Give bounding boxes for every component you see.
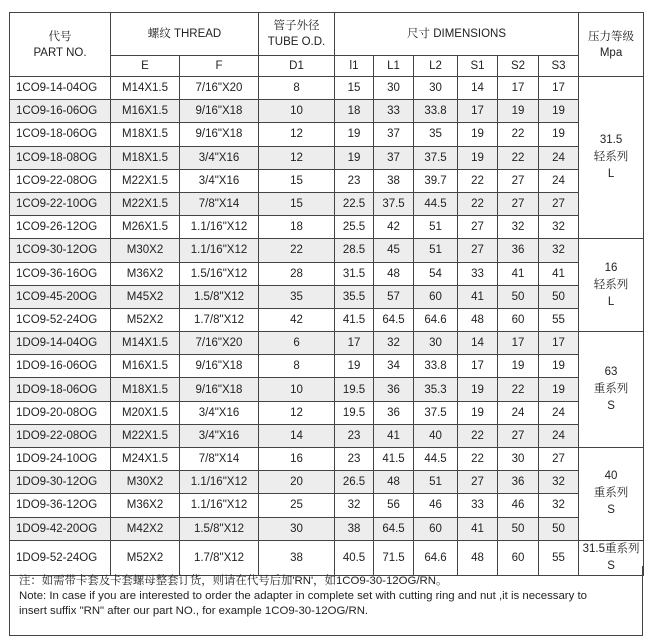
tube-od-cell: 20 [259,471,335,494]
dim-l2-cell: 60 [414,285,458,308]
dim-l1-cell: 56 [374,494,414,517]
note-en-line1: Note: In case if you are interested to order the adapter in complete set with cutting ring and nut ,it is necessary to [19,590,587,602]
tube-od-cell: 18 [259,216,335,239]
part-no-cell: 1CO9-52-24OG [10,308,111,331]
thread-f-cell: 3/4"X16 [180,424,259,447]
thread-e-cell: M52X2 [111,308,180,331]
pressure-code: S [607,400,615,413]
subheader-e: E [111,56,180,77]
pressure-group-cell [579,448,644,541]
thread-e-cell: M36X2 [111,262,180,285]
tube-od-cell: 10 [259,100,335,123]
thread-f-cell: 9/16"X18 [180,123,259,146]
tube-od-cell: 15 [259,192,335,215]
dim-s3-cell: 24 [539,169,579,192]
note-cn: 注：如需带卡套及卡套螺母整套订货，则请在代号后加'RN'，如1CO9-30-12OG/RN。 [19,575,448,587]
table-row [10,355,644,378]
pressure-series: 重系列 [593,383,629,396]
thread-e-cell: M14X1.5 [111,332,180,355]
dim-s1-cell: 14 [458,77,498,100]
pressure-series: 重系列 [593,487,629,500]
dim-s2-cell: 19 [498,100,539,123]
dim-l1-cell: 34 [374,355,414,378]
dim-l1-cell: 32 [374,332,414,355]
part-no-cell: 1DO9-42-20OG [10,517,111,540]
dim-s3-cell: 50 [539,517,579,540]
part-no-cell: 1DO9-14-04OG [10,332,111,355]
dim-l1-small-cell: 19.5 [335,378,374,401]
pressure-group-cell [579,77,644,239]
dim-s3-cell: 55 [539,540,579,575]
dim-s2-cell: 27 [498,424,539,447]
thread-e-cell: M26X1.5 [111,216,180,239]
dim-l2-cell: 44.5 [414,192,458,215]
dim-l1-small-cell: 18 [335,100,374,123]
dim-l1-small-cell: 38 [335,517,374,540]
tube-od-cell: 28 [259,262,335,285]
dim-s1-cell: 48 [458,540,498,575]
dim-l1-cell: 45 [374,239,414,262]
thread-e-cell: M16X1.5 [111,100,180,123]
dim-l2-cell: 64.6 [414,540,458,575]
thread-f-cell: 7/16"X20 [180,332,259,355]
dim-s2-cell: 22 [498,123,539,146]
dim-l1-cell: 41 [374,424,414,447]
thread-e-cell: M30X2 [111,239,180,262]
table-row [10,100,644,123]
dim-l1-cell: 71.5 [374,540,414,575]
pressure-group-cell [579,332,644,448]
dim-l1-cell: 64.5 [374,517,414,540]
part-no-cell: 1DO9-24-10OG [10,448,111,471]
dim-l1-small-cell: 41.5 [335,308,374,331]
dim-l2-cell: 37.5 [414,146,458,169]
spec-table [9,12,644,576]
thread-e-cell: M14X1.5 [111,77,180,100]
dim-s3-cell: 27 [539,192,579,215]
dim-s2-cell: 50 [498,517,539,540]
table-row [10,239,644,262]
pressure-code: L [607,295,615,308]
dim-s3-cell: 24 [539,146,579,169]
dim-s3-cell: 19 [539,355,579,378]
pressure-value: 63 [604,366,618,379]
pressure-code: L [607,168,615,181]
dim-l2-cell: 33.8 [414,355,458,378]
pressure-value: 31.5 [599,134,623,147]
spec-table-container [9,12,643,576]
thread-f-cell: 1.5/8"X12 [180,517,259,540]
thread-e-cell: M42X2 [111,517,180,540]
dim-s3-cell: 24 [539,424,579,447]
dim-s3-cell: 32 [539,471,579,494]
tube-od-cell: 16 [259,448,335,471]
dim-s1-cell: 41 [458,285,498,308]
dim-l1-cell: 57 [374,285,414,308]
pressure-header [579,13,644,77]
tube-od-cell: 30 [259,517,335,540]
dim-s2-cell: 60 [498,540,539,575]
dim-s1-cell: 27 [458,471,498,494]
table-body [10,77,644,576]
thread-e-cell: M22X1.5 [111,424,180,447]
tube-od-cell: 12 [259,146,335,169]
table-row [10,146,644,169]
thread-f-cell: 1.5/8"X12 [180,285,259,308]
dim-l1-small-cell: 40.5 [335,540,374,575]
dim-s1-cell: 22 [458,424,498,447]
thread-e-cell: M30X2 [111,471,180,494]
dim-l1-cell: 41.5 [374,448,414,471]
dim-s3-cell: 32 [539,216,579,239]
dim-s3-cell: 19 [539,378,579,401]
dim-l2-cell: 54 [414,262,458,285]
thread-f-cell: 3/4"X16 [180,169,259,192]
part-no-cell: 1CO9-22-08OG [10,169,111,192]
tube-od-cell: 6 [259,332,335,355]
dim-s1-cell: 19 [458,146,498,169]
table-row [10,285,644,308]
dim-s2-cell: 41 [498,262,539,285]
thread-f-cell: 7/16"X20 [180,77,259,100]
tube-od-cell: 25 [259,494,335,517]
thread-f-cell: 1.1/16"X12 [180,239,259,262]
tube-od-cell: 15 [259,169,335,192]
dim-s1-cell: 33 [458,494,498,517]
dim-s2-cell: 27 [498,192,539,215]
dim-s1-cell: 19 [458,123,498,146]
dim-l1-cell: 36 [374,378,414,401]
dim-l1-small-cell: 23 [335,448,374,471]
dim-l2-cell: 51 [414,471,458,494]
dim-s2-cell: 27 [498,169,539,192]
dim-s2-cell: 60 [498,308,539,331]
dim-l1-cell: 64.5 [374,308,414,331]
dim-l2-cell: 37.5 [414,401,458,424]
dim-l1-small-cell: 23 [335,169,374,192]
dim-s2-cell: 36 [498,239,539,262]
thread-f-cell: 1.5/16"X12 [180,262,259,285]
dim-s2-cell: 19 [498,355,539,378]
part-no-cell: 1DO9-30-12OG [10,471,111,494]
table-row [10,169,644,192]
thread-f-cell: 1.1/16"X12 [180,494,259,517]
part-no-cell: 1DO9-36-12OG [10,494,111,517]
tube-od-cell: 8 [259,355,335,378]
part-no-cell: 1DO9-16-06OG [10,355,111,378]
table-row [10,517,644,540]
dim-l1-cell: 36 [374,401,414,424]
dim-l1-small-cell: 23 [335,424,374,447]
dim-s2-cell: 17 [498,77,539,100]
part-no-cell: 1CO9-26-12OG [10,216,111,239]
dim-l2-cell: 39.7 [414,169,458,192]
thread-e-cell: M18X1.5 [111,123,180,146]
thread-header: 螺纹 THREAD [111,13,259,56]
part-no-header-cn: 代号 [48,30,72,43]
thread-e-cell: M52X2 [111,540,180,575]
dim-s3-cell: 32 [539,494,579,517]
dim-l1-cell: 38 [374,169,414,192]
part-no-cell: 1DO9-20-08OG [10,401,111,424]
pressure-header-cn: 压力等级 [588,30,635,43]
subheader-d1: D1 [259,56,335,77]
dim-l1-cell: 37 [374,123,414,146]
dim-s1-cell: 41 [458,517,498,540]
table-row [10,308,644,331]
subheader-s2: S2 [498,56,539,77]
dim-l2-cell: 30 [414,332,458,355]
dim-s1-cell: 17 [458,100,498,123]
table-row [10,192,644,215]
tube-od-cell: 12 [259,401,335,424]
dim-l2-cell: 35.3 [414,378,458,401]
subheader-s3: S3 [539,56,579,77]
pressure-series: 轻系列 [593,151,629,164]
dim-s3-cell: 17 [539,77,579,100]
dim-s2-cell: 30 [498,448,539,471]
dim-l1-cell: 30 [374,77,414,100]
table-row [10,471,644,494]
dim-l1-small-cell: 35.5 [335,285,374,308]
tube-od-cell: 38 [259,540,335,575]
pressure-group-cell [579,239,644,332]
pressure-label: 31.5重系列S [582,542,640,572]
dim-l1-small-cell: 19 [335,146,374,169]
tube-od-header-en: TUBE O.D. [267,36,326,48]
dim-s3-cell: 27 [539,448,579,471]
dim-l1-small-cell: 25.5 [335,216,374,239]
dim-l2-cell: 30 [414,77,458,100]
dim-l2-cell: 51 [414,216,458,239]
dim-s3-cell: 19 [539,123,579,146]
tube-od-cell: 8 [259,77,335,100]
thread-f-cell: 7/8"X14 [180,192,259,215]
table-row [10,424,644,447]
dim-l1-small-cell: 26.5 [335,471,374,494]
dim-s2-cell: 17 [498,332,539,355]
header-row [10,13,644,56]
subheader-l2: L2 [414,56,458,77]
dim-l1-small-cell: 15 [335,77,374,100]
note-en-line2: insert suffix "RN" after our part NO., for example 1CO9-30-12OG/RN. [19,605,369,617]
subheader-l1: L1 [374,56,414,77]
dim-l2-cell: 60 [414,517,458,540]
dim-l1-small-cell: 32 [335,494,374,517]
thread-f-cell: 1.1/16"X12 [180,216,259,239]
thread-e-cell: M20X1.5 [111,401,180,424]
dim-l1-cell: 37.5 [374,192,414,215]
dimensions-header: 尺寸 DIMENSIONS [335,13,579,56]
dim-s2-cell: 22 [498,378,539,401]
pressure-value: 40 [604,470,618,483]
tube-od-cell: 42 [259,308,335,331]
thread-f-cell: 9/16"X18 [180,355,259,378]
part-no-cell: 1CO9-18-06OG [10,123,111,146]
dim-l2-cell: 33.8 [414,100,458,123]
part-no-cell: 1CO9-16-06OG [10,100,111,123]
dim-s3-cell: 24 [539,401,579,424]
thread-f-cell: 1.7/8"X12 [180,308,259,331]
dim-s1-cell: 22 [458,169,498,192]
part-no-cell: 1CO9-22-10OG [10,192,111,215]
dim-s1-cell: 27 [458,216,498,239]
dim-s2-cell: 32 [498,216,539,239]
dim-s3-cell: 50 [539,285,579,308]
table-row [10,494,644,517]
dim-l2-cell: 35 [414,123,458,146]
part-no-header [10,13,111,77]
thread-e-cell: M18X1.5 [111,146,180,169]
subheader-l1-small: l1 [335,56,374,77]
dim-l2-cell: 46 [414,494,458,517]
thread-e-cell: M45X2 [111,285,180,308]
dim-s1-cell: 19 [458,378,498,401]
dim-l1-small-cell: 19 [335,123,374,146]
pressure-header-unit: Mpa [599,46,623,59]
thread-f-cell: 1.1/16"X12 [180,471,259,494]
dim-l1-small-cell: 19.5 [335,401,374,424]
dim-s1-cell: 48 [458,308,498,331]
dim-s1-cell: 33 [458,262,498,285]
dim-l1-cell: 48 [374,262,414,285]
part-no-cell: 1DO9-52-24OG [10,540,111,575]
thread-f-cell: 3/4"X16 [180,401,259,424]
dim-s1-cell: 17 [458,355,498,378]
dim-l2-cell: 44.5 [414,448,458,471]
table-row [10,216,644,239]
dim-s2-cell: 22 [498,146,539,169]
dim-l2-cell: 40 [414,424,458,447]
subheader-f: F [180,56,259,77]
part-no-cell: 1CO9-30-12OG [10,239,111,262]
table-row [10,332,644,355]
dim-l1-small-cell: 22.5 [335,192,374,215]
dim-s3-cell: 17 [539,332,579,355]
dim-l1-cell: 48 [374,471,414,494]
dim-l1-cell: 37 [374,146,414,169]
dim-l1-cell: 42 [374,216,414,239]
table-row [10,262,644,285]
thread-f-cell: 7/8"X14 [180,448,259,471]
subheader-s1: S1 [458,56,498,77]
dim-s3-cell: 41 [539,262,579,285]
table-row [10,448,644,471]
dim-s2-cell: 24 [498,401,539,424]
table-row [10,401,644,424]
dim-l2-cell: 51 [414,239,458,262]
thread-e-cell: M22X1.5 [111,169,180,192]
dim-s3-cell: 55 [539,308,579,331]
dim-s1-cell: 27 [458,239,498,262]
thread-f-cell: 3/4"X16 [180,146,259,169]
tube-od-cell: 35 [259,285,335,308]
thread-e-cell: M16X1.5 [111,355,180,378]
part-no-cell: 1CO9-36-16OG [10,262,111,285]
thread-e-cell: M22X1.5 [111,192,180,215]
part-no-cell: 1CO9-45-20OG [10,285,111,308]
dim-l1-small-cell: 19 [335,355,374,378]
table-row [10,378,644,401]
order-note [9,566,643,636]
pressure-code: S [607,504,615,517]
dim-s1-cell: 14 [458,332,498,355]
tube-od-header-cn: 管子外径 [273,20,320,32]
thread-e-cell: M36X2 [111,494,180,517]
thread-f-cell: 9/16"X18 [180,100,259,123]
thread-f-cell: 1.7/8"X12 [180,540,259,575]
dim-s2-cell: 46 [498,494,539,517]
dim-s2-cell: 36 [498,471,539,494]
dim-s1-cell: 22 [458,448,498,471]
dim-l1-small-cell: 31.5 [335,262,374,285]
part-no-cell: 1DO9-22-08OG [10,424,111,447]
dim-l1-cell: 33 [374,100,414,123]
part-no-cell: 1DO9-18-06OG [10,378,111,401]
dim-s3-cell: 19 [539,100,579,123]
dim-l1-small-cell: 28.5 [335,239,374,262]
thread-f-cell: 9/16"X18 [180,378,259,401]
thread-e-cell: M18X1.5 [111,378,180,401]
tube-od-cell: 14 [259,424,335,447]
dim-s3-cell: 32 [539,239,579,262]
thread-e-cell: M24X1.5 [111,448,180,471]
table-row [10,77,644,100]
pressure-value: 16 [604,261,618,274]
table-row [10,123,644,146]
dim-s1-cell: 22 [458,192,498,215]
part-no-cell: 1CO9-18-08OG [10,146,111,169]
dim-s1-cell: 19 [458,401,498,424]
pressure-series: 轻系列 [593,278,629,291]
tube-od-cell: 12 [259,123,335,146]
dim-l1-small-cell: 17 [335,332,374,355]
tube-od-cell: 22 [259,239,335,262]
tube-od-header [259,13,335,56]
part-no-header-en: PART NO. [33,46,87,59]
dim-l2-cell: 64.6 [414,308,458,331]
part-no-cell: 1CO9-14-04OG [10,77,111,100]
dim-s2-cell: 50 [498,285,539,308]
tube-od-cell: 10 [259,378,335,401]
